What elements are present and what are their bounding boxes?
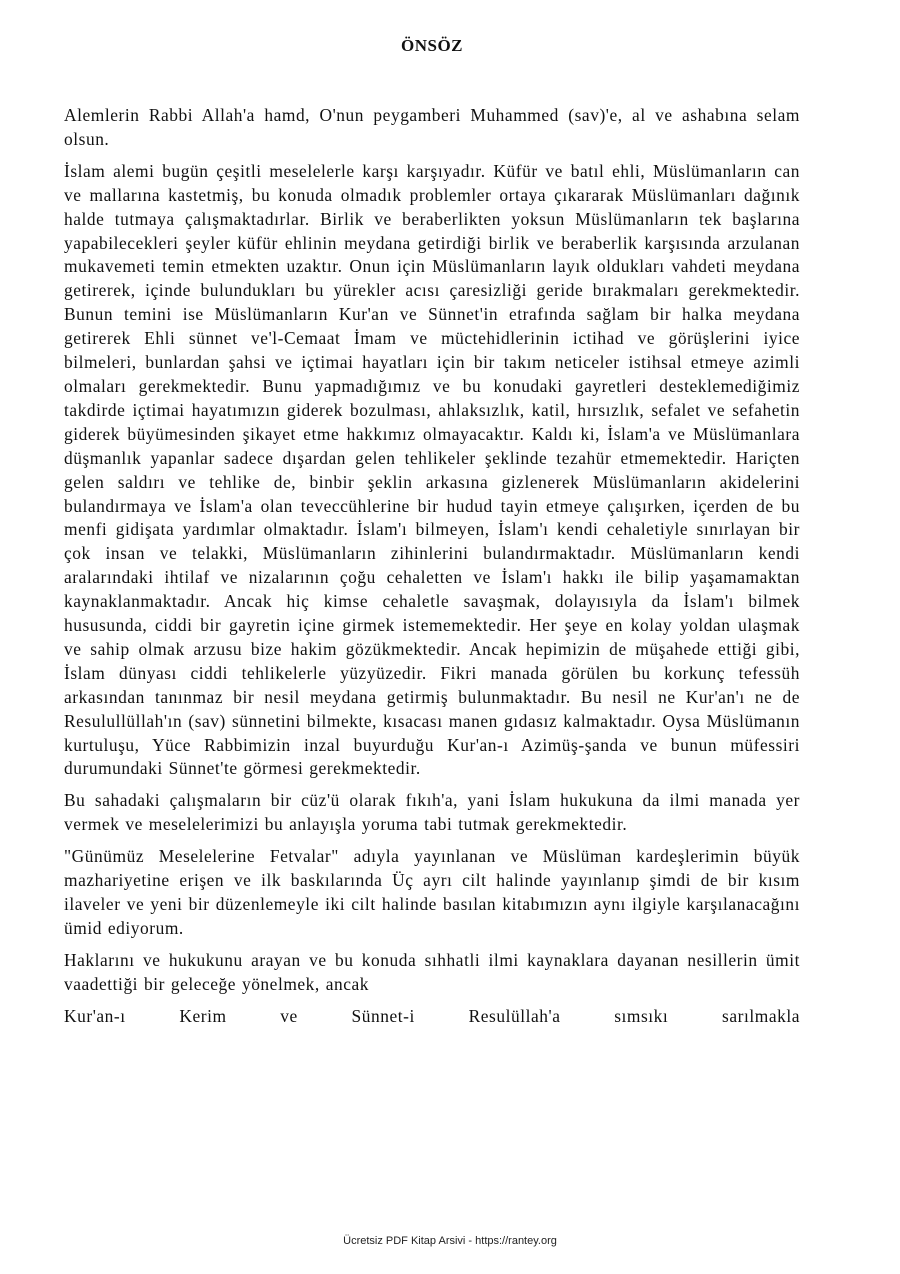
page-title: ÖNSÖZ (400, 36, 464, 55)
paragraph-islam-world: İslam alemi bugün çeşitli meselelerle karşı karşıyadır. Küfür ve batıl ehli, Müslümanların can ve mallarına kastetmiş, bu konuda olmadık problemler ortaya çıkararak Müslümanları dağınık halde tutmaya çalışmaktadırlar. Birlik ve beraberlikten yoksun Müslümanların tek başlarına yapabilecekleri şeyler küfür ehlinin meydana getirdiği birlik ve beraberlik karşısında arzulanan mukavemeti temin etmekten uzaktır. Onun için Müslümanların layık oldukları vahdeti meydana getirerek, içinde bulundukları bu yürekler acısı çaresizliği geride bırakmaları gerekmektedir. Bunun temini ise Müslümanların Kur'an ve Sünnet'in etrafında sağlam bir halka meydana getirerek Ehli sünnet ve'l-Cemaat İmam ve müctehidlerinin ictihad ve görüşlerini iyice bilmeleri, bunlardan şahsi ve içtimai hayatları için bir takım neticeler istihsal etmeye azimli olmaları gerekmektedir. Bunu yapmadığımız ve bu konudaki gayretleri desteklemediğimiz takdirde içtimai hayatımızın giderek bozulması, ahlaksızlık, katil, hırsızlık, sefalet ve sefahetin giderek büyümesinden şikayet etme hakkımız olmayacaktır. Kaldı ki, İslam'a ve Müslümanlara düşmanlık yapanlar sadece dışardan gelen tehlikeler şeklinde tezahür etmemektedir. Hariçten gelen saldırı ve tehlike de, binbir şeklin arkasına gizlenerek Müslümanların akidelerini bulandırmaya ve İslam'a olan teveccühlerine bir hudud tayin etmeye çalışırken, içerden de bu menfi gidişata yardımlar olmaktadır. İslam'ı bilmeyen, İslam'ı kendi cehaletiyle sınırlayan bir çok insan ve telakki, Müslümanların zihinlerini bulandırmaktadır. Müslümanların kendi aralarındaki ihtilaf ve nizalarının çoğu cehaletten ve İslam'ı hakkı ile bilip yaşamamaktan kaynaklanmaktadır. Ancak hiç kimse cehaletle savaşmak, dolayısıyla da İslam'ı bilmek hususunda, ciddi bir gayretin içine girmek istememektedir. Her şeye en kolay yoldan ulaşmak ve sahip olmak arzusu bize hakim gözükmektedir. Ancak hepimizin de müşahede ettiği gibi, İslam dünyası ciddi tehlikelerle yüzyüzedir. Fikri manada görülen bu korkunç tefessüh arkasından tanınmaz bir nesil meydana getirmiş bulunmaktadır. Bu nesil ne Kur'an'ı ne de Resulullüllah'ın (sav) sünnetini bilmekte, kısacası manen gıdasız kalmaktadır. Oysa Müslümanın kurtuluşu, Yüce Rabbimizin inzal buyurduğu Kur'an-ı Azimüş-şanda ve bunun müfessiri durumundaki Sünnet'te görmesi gerekmektedir. (64, 160, 800, 779)
paragraph-future: Haklarını ve hukukunu arayan ve bu konuda sıhhatli ilmi kaynaklara dayanan nesillerin ümit vaadettiği bir geleceğe yönelmek, ancak (64, 949, 800, 994)
paragraph-fiqh: Bu sahadaki çalışmaların bir cüz'ü olarak fıkıh'a, yani İslam hukukuna da ilmi manada yer vermek ve meselelerimizi bu anlayışla yoruma tabi tutmak gerekmektedir. (64, 790, 800, 835)
paragraph-book: "Günümüz Meselelerine Fetvalar" adıyla yayınlanan ve Müslüman kardeşlerimin büyük mazhariyetine erişen ve ilk baskılarında Üç ayrı cilt halinde yayınlanıp şimdi de bir kısım ilaveler ve yeni bir düzenlemeyle iki cilt halinde basılan kitabımızın aynı ilgiyle karşılanacağını ümid ediyorum. (64, 846, 800, 938)
document-body (64, 104, 800, 1037)
footer-archive-note: Ücretsiz PDF Kitap Arsivi - https://rantey.org (343, 1235, 557, 1247)
paragraph-quran-sunnah: Kur'an-ı Kerim ve Sünnet-i Resulüllah'a sımsıkı sarılmakla (64, 1005, 800, 1026)
paragraph-greeting: Alemlerin Rabbi Allah'a hamd, O'nun peygamberi Muhammed (sav)'e, al ve ashabına selam olsun. (64, 105, 800, 149)
